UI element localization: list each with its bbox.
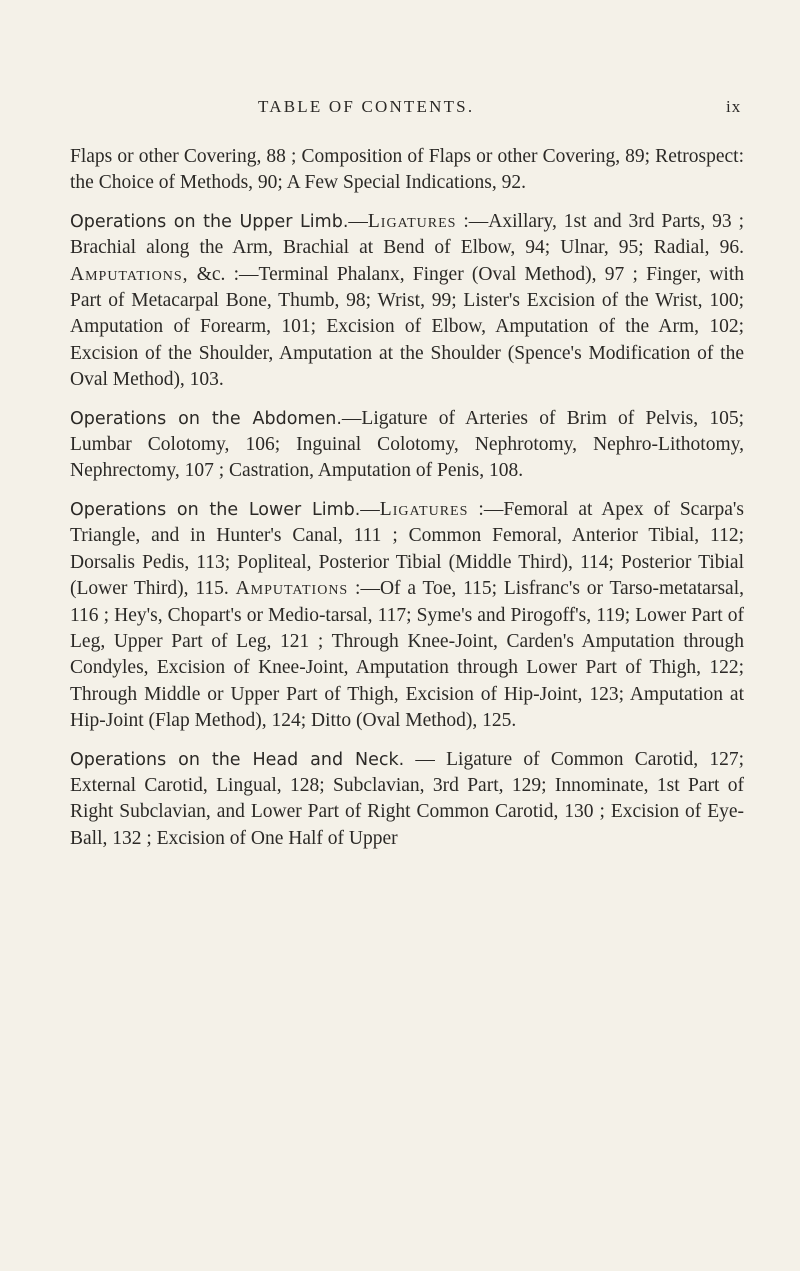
contents-body bbox=[70, 144, 744, 852]
contents-paragraph bbox=[70, 209, 744, 394]
entry-text: — bbox=[360, 498, 380, 520]
running-title: TABLE OF CONTENTS. bbox=[258, 97, 475, 116]
subsection-label: Amputations bbox=[235, 578, 349, 600]
entry-text: — Ligature of Common Carotid, 127; External Carotid, Lingual, 128; Subclavian, 3rd Part, 129; Innominate, 1st Part of Right Subclavian, and Lower Part of Right Common Carotid, 130 ; Excision of Eye-Ball, 132 ; Excision of One Half of Upper bbox=[70, 748, 744, 849]
entry-text: :—Femoral at Apex of Scarpa's Triangle, and in Hunter's Canal, 111 ; Common Femoral, Anterior Tibial, 112; Dorsalis Pedis, 113; Popliteal, Posterior Tibial (Middle Third), 114; Posterior Tibial (Lower Third), 115. bbox=[70, 498, 744, 600]
contents-paragraph bbox=[70, 497, 744, 735]
subsection-label: Ligatures bbox=[367, 210, 457, 232]
page-number: ix bbox=[726, 97, 742, 116]
subsection-label: Ligatures bbox=[379, 498, 469, 520]
section-heading: Operations on the Upper Limb. bbox=[70, 211, 349, 232]
contents-paragraph bbox=[70, 406, 744, 485]
section-heading: Operations on the Head and Neck. bbox=[70, 749, 405, 770]
section-heading: Operations on the Lower Limb. bbox=[70, 499, 361, 520]
entry-text: :—Axillary, 1st and 3rd Parts, 93 ; Brachial along the Arm, Brachial at Bend of Elbow, 94; Ulnar, 95; Radial, 96. bbox=[70, 210, 744, 259]
entry-text: — bbox=[348, 210, 368, 232]
entry-text: Flaps or other Covering, 88 ; Composition of Flaps or other Covering, 89; Retrospect: the Choice of Methods, 90; A Few Special Indications, 92. bbox=[70, 146, 744, 194]
contents-paragraph bbox=[70, 144, 744, 197]
section-heading: Operations on the Abdomen. bbox=[70, 408, 342, 429]
running-head bbox=[0, 97, 800, 119]
contents-paragraph bbox=[70, 747, 744, 853]
entry-text: —Ligature of Arteries of Brim of Pelvis, 105; Lumbar Colotomy, 106; Inguinal Colotomy, Nephrotomy, Nephro-Lithotomy, Nephrectomy, 107 ; Castration, Amputation of Penis, 108. bbox=[70, 407, 745, 482]
entry-text: :—Of a Toe, 115; Lisfranc's or Tarso-metatarsal, 116 ; Hey's, Chopart's or Medio-tarsal, 117; Syme's and Pirogoff's, 119; Lower Part of Leg, Upper Part of Leg, 121 ; Through Knee-Joint, Carden's Amputation through Condyles, Excision of Knee-Joint, Amputation through Lower Part of Thigh, 122; Through Middle or Upper Part of Thigh, Excision of Hip-Joint, 123; Amputation at Hip-Joint (Flap Method), 124; Ditto (Oval Method), 125. bbox=[70, 578, 744, 732]
entry-text: &c. :—Terminal Phalanx, Finger (Oval Method), 97 ; Finger, with Part of Metacarpal Bone, Thumb, 98; Wrist, 99; Lister's Excision of the Wrist, 100; Amputation of Forearm, 101; Excision of Elbow, Amputation of the Arm, 102; Excision of the Shoulder, Amputation at the Shoulder (Spence's Modification of the Oval Method), 103. bbox=[70, 263, 744, 391]
subsection-label: Amputations, bbox=[70, 263, 189, 285]
